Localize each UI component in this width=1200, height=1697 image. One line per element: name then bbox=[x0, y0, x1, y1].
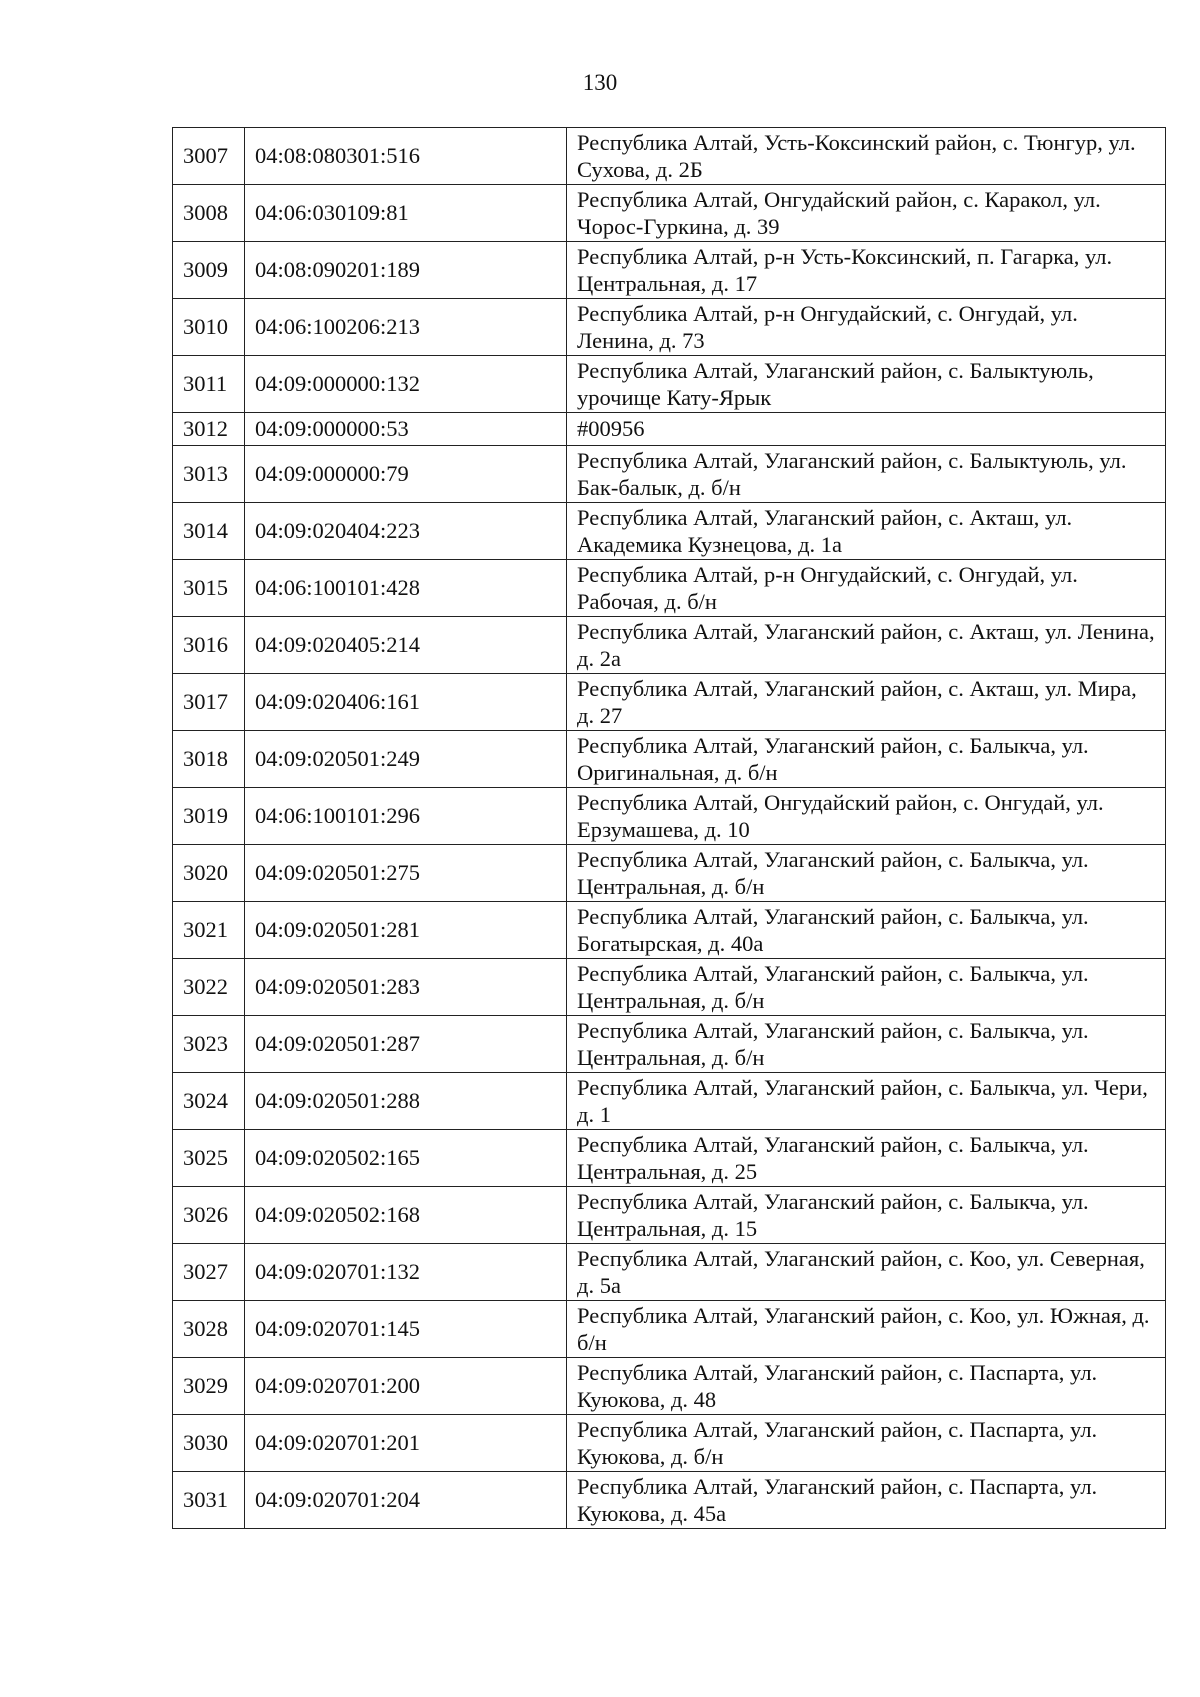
address: Республика Алтай, р-н Онгудайский, с. Онгудай, ул. Ленина, д. 73 bbox=[567, 299, 1166, 356]
table-row bbox=[173, 674, 1166, 731]
row-number: 3014 bbox=[173, 503, 245, 560]
table-row bbox=[173, 1472, 1166, 1529]
table-row bbox=[173, 299, 1166, 356]
row-number: 3022 bbox=[173, 959, 245, 1016]
registry-table bbox=[172, 127, 1166, 1529]
address: Республика Алтай, Улаганский район, с. Коо, ул. Северная, д. 5а bbox=[567, 1244, 1166, 1301]
table-row bbox=[173, 1244, 1166, 1301]
cadastral-number: 04:09:000000:79 bbox=[245, 446, 567, 503]
cadastral-number: 04:09:020406:161 bbox=[245, 674, 567, 731]
address: Республика Алтай, Улаганский район, с. Балыкча, ул. Центральная, д. 25 bbox=[567, 1130, 1166, 1187]
row-number: 3010 bbox=[173, 299, 245, 356]
address: Республика Алтай, Усть-Коксинский район, с. Тюнгур, ул. Сухова, д. 2Б bbox=[567, 128, 1166, 185]
address: Республика Алтай, р-н Онгудайский, с. Онгудай, ул. Рабочая, д. б/н bbox=[567, 560, 1166, 617]
table-row bbox=[173, 242, 1166, 299]
cadastral-number: 04:09:020501:281 bbox=[245, 902, 567, 959]
cadastral-number: 04:09:020501:275 bbox=[245, 845, 567, 902]
row-number: 3019 bbox=[173, 788, 245, 845]
cadastral-number: 04:09:020405:214 bbox=[245, 617, 567, 674]
address: Республика Алтай, Улаганский район, с. Паспарта, ул. Куюкова, д. 45а bbox=[567, 1472, 1166, 1529]
address: Республика Алтай, Улаганский район, с. Паспарта, ул. Куюкова, д. б/н bbox=[567, 1415, 1166, 1472]
cadastral-number: 04:09:020701:204 bbox=[245, 1472, 567, 1529]
row-number: 3028 bbox=[173, 1301, 245, 1358]
address: Республика Алтай, Улаганский район, с. Балыкча, ул. Центральная, д. б/н bbox=[567, 845, 1166, 902]
row-number: 3021 bbox=[173, 902, 245, 959]
address: Республика Алтай, Онгудайский район, с. Каракол, ул. Чорос-Гуркина, д. 39 bbox=[567, 185, 1166, 242]
cadastral-number: 04:09:020701:132 bbox=[245, 1244, 567, 1301]
cadastral-number: 04:06:100206:213 bbox=[245, 299, 567, 356]
cadastral-number: 04:09:020701:200 bbox=[245, 1358, 567, 1415]
address: Республика Алтай, Улаганский район, с. Паспарта, ул. Куюкова, д. 48 bbox=[567, 1358, 1166, 1415]
row-number: 3007 bbox=[173, 128, 245, 185]
address: Республика Алтай, Улаганский район, с. Акташ, ул. Ленина, д. 2а bbox=[567, 617, 1166, 674]
address: Республика Алтай, Онгудайский район, с. Онгудай, ул. Ерзумашева, д. 10 bbox=[567, 788, 1166, 845]
cadastral-number: 04:09:020501:283 bbox=[245, 959, 567, 1016]
table-row bbox=[173, 128, 1166, 185]
table-row bbox=[173, 1073, 1166, 1130]
address: Республика Алтай, Улаганский район, с. Балыкча, ул. Центральная, д. б/н bbox=[567, 959, 1166, 1016]
table-row bbox=[173, 560, 1166, 617]
table-row bbox=[173, 185, 1166, 242]
cadastral-number: 04:08:090201:189 bbox=[245, 242, 567, 299]
address: #00956 bbox=[567, 413, 1166, 446]
table-row bbox=[173, 1301, 1166, 1358]
table-row bbox=[173, 788, 1166, 845]
row-number: 3031 bbox=[173, 1472, 245, 1529]
row-number: 3023 bbox=[173, 1016, 245, 1073]
row-number: 3009 bbox=[173, 242, 245, 299]
row-number: 3016 bbox=[173, 617, 245, 674]
table-row bbox=[173, 1358, 1166, 1415]
address: Республика Алтай, Улаганский район, с. Балыкча, ул. Оригинальная, д. б/н bbox=[567, 731, 1166, 788]
table-row bbox=[173, 959, 1166, 1016]
table-row bbox=[173, 617, 1166, 674]
row-number: 3025 bbox=[173, 1130, 245, 1187]
table-row bbox=[173, 1016, 1166, 1073]
cadastral-number: 04:09:000000:132 bbox=[245, 356, 567, 413]
table-row bbox=[173, 1130, 1166, 1187]
row-number: 3018 bbox=[173, 731, 245, 788]
table-row bbox=[173, 503, 1166, 560]
cadastral-number: 04:09:020501:287 bbox=[245, 1016, 567, 1073]
cadastral-number: 04:09:020701:145 bbox=[245, 1301, 567, 1358]
address: Республика Алтай, Улаганский район, с. Балыкча, ул. Богатырская, д. 40а bbox=[567, 902, 1166, 959]
cadastral-number: 04:09:020404:223 bbox=[245, 503, 567, 560]
row-number: 3027 bbox=[173, 1244, 245, 1301]
table-row bbox=[173, 731, 1166, 788]
address: Республика Алтай, Улаганский район, с. Акташ, ул. Академика Кузнецова, д. 1а bbox=[567, 503, 1166, 560]
address: Республика Алтай, Улаганский район, с. Балыкча, ул. Центральная, д. 15 bbox=[567, 1187, 1166, 1244]
row-number: 3030 bbox=[173, 1415, 245, 1472]
cadastral-number: 04:09:000000:53 bbox=[245, 413, 567, 446]
row-number: 3008 bbox=[173, 185, 245, 242]
row-number: 3012 bbox=[173, 413, 245, 446]
table-row bbox=[173, 446, 1166, 503]
address: Республика Алтай, р-н Усть-Коксинский, п. Гагарка, ул. Центральная, д. 17 bbox=[567, 242, 1166, 299]
address: Республика Алтай, Улаганский район, с. Балыктуюль, урочище Кату-Ярык bbox=[567, 356, 1166, 413]
cadastral-number: 04:09:020502:165 bbox=[245, 1130, 567, 1187]
cadastral-number: 04:06:100101:428 bbox=[245, 560, 567, 617]
address: Республика Алтай, Улаганский район, с. Балыкча, ул. Центральная, д. б/н bbox=[567, 1016, 1166, 1073]
cadastral-number: 04:09:020502:168 bbox=[245, 1187, 567, 1244]
table-row bbox=[173, 413, 1166, 446]
row-number: 3024 bbox=[173, 1073, 245, 1130]
address: Республика Алтай, Улаганский район, с. Акташ, ул. Мира, д. 27 bbox=[567, 674, 1166, 731]
cadastral-number: 04:06:030109:81 bbox=[245, 185, 567, 242]
cadastral-number: 04:06:100101:296 bbox=[245, 788, 567, 845]
row-number: 3013 bbox=[173, 446, 245, 503]
row-number: 3017 bbox=[173, 674, 245, 731]
cadastral-number: 04:08:080301:516 bbox=[245, 128, 567, 185]
address: Республика Алтай, Улаганский район, с. Балыкча, ул. Чери, д. 1 bbox=[567, 1073, 1166, 1130]
row-number: 3026 bbox=[173, 1187, 245, 1244]
row-number: 3011 bbox=[173, 356, 245, 413]
cadastral-number: 04:09:020501:249 bbox=[245, 731, 567, 788]
table-row bbox=[173, 356, 1166, 413]
table-row bbox=[173, 1415, 1166, 1472]
page-number: 130 bbox=[582, 70, 618, 95]
table-row bbox=[173, 845, 1166, 902]
row-number: 3015 bbox=[173, 560, 245, 617]
address: Республика Алтай, Улаганский район, с. Балыктуюль, ул. Бак-балык, д. б/н bbox=[567, 446, 1166, 503]
cadastral-number: 04:09:020501:288 bbox=[245, 1073, 567, 1130]
row-number: 3020 bbox=[173, 845, 245, 902]
table-row bbox=[173, 1187, 1166, 1244]
cadastral-number: 04:09:020701:201 bbox=[245, 1415, 567, 1472]
row-number: 3029 bbox=[173, 1358, 245, 1415]
address: Республика Алтай, Улаганский район, с. Коо, ул. Южная, д. б/н bbox=[567, 1301, 1166, 1358]
table-row bbox=[173, 902, 1166, 959]
